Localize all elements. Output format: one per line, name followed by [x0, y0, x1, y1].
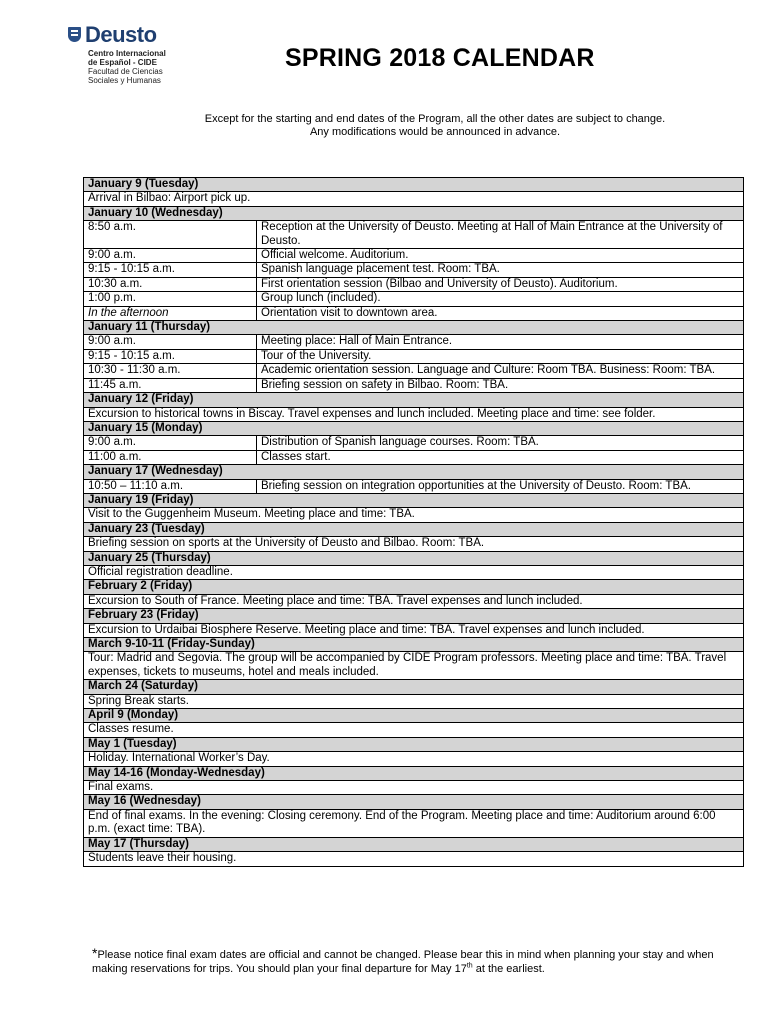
footnote-superscript: th: [466, 962, 473, 970]
date-header: April 9 (Monday): [84, 709, 744, 723]
event-row: [84, 809, 744, 837]
date-header: January 15 (Monday): [84, 421, 744, 435]
event-description: Official welcome. Auditorium.: [257, 249, 744, 263]
event-description: Briefing session on integration opportunities at the University of Deusto. Room: TBA.: [257, 479, 744, 493]
disclaimer-line-1: Except for the starting and end dates of the Program, all the other dates are subject to change.: [204, 113, 666, 125]
event-description: Tour of the University.: [257, 349, 744, 363]
event-description: Excursion to Urdaibai Biosphere Reserve. Meeting place and time: TBA. Travel expenses and lunch included.: [84, 623, 744, 637]
footnote-tail: at the earliest.: [472, 963, 545, 975]
event-description: Spring Break starts.: [84, 694, 744, 708]
date-header: May 1 (Tuesday): [84, 737, 744, 751]
event-row: [84, 192, 744, 206]
date-header-row: [84, 465, 744, 479]
date-header-row: [84, 737, 744, 751]
date-header: January 23 (Tuesday): [84, 522, 744, 536]
event-description: Orientation visit to downtown area.: [257, 306, 744, 320]
date-header-row: [84, 680, 744, 694]
date-header-row: [84, 421, 744, 435]
logo-name: Deusto: [85, 22, 157, 47]
event-time: 1:00 p.m.: [84, 292, 257, 306]
event-row: [84, 479, 744, 493]
event-row: [84, 694, 744, 708]
event-row: [84, 565, 744, 579]
date-header-row: [84, 206, 744, 220]
date-header-row: [84, 321, 744, 335]
event-description: Academic orientation session. Language and Culture: Room TBA. Business: Room: TBA.: [257, 364, 744, 378]
event-description: End of final exams. In the evening: Closing ceremony. End of the Program. Meeting place and time: Auditorium around 6:00 p.m. (exact time: TBA).: [84, 809, 744, 837]
event-row: [84, 781, 744, 795]
event-row: [84, 652, 744, 680]
event-time: 10:30 a.m.: [84, 277, 257, 291]
date-header-row: [84, 766, 744, 780]
date-header: January 19 (Friday): [84, 493, 744, 507]
logo-line-4: Sociales y Humanas: [88, 76, 161, 85]
event-time: 9:00 a.m.: [84, 335, 257, 349]
event-description: Classes start.: [257, 450, 744, 464]
event-row: [84, 221, 744, 249]
date-header: March 9-10-11 (Friday-Sunday): [84, 638, 744, 652]
date-header-row: [84, 709, 744, 723]
event-description: Final exams.: [84, 781, 744, 795]
event-description: Students leave their housing.: [84, 852, 744, 866]
event-description: Visit to the Guggenheim Museum. Meeting place and time: TBA.: [84, 508, 744, 522]
date-header-row: [84, 609, 744, 623]
event-time: 9:00 a.m.: [84, 436, 257, 450]
event-time: 9:15 - 10:15 a.m.: [84, 263, 257, 277]
date-header-row: [84, 795, 744, 809]
event-row: [84, 407, 744, 421]
event-row: [84, 249, 744, 263]
date-header-row: [84, 178, 744, 192]
event-row: [84, 594, 744, 608]
date-header-row: [84, 551, 744, 565]
logo-line-1: Centro Internacional: [88, 49, 166, 58]
event-time: 9:15 - 10:15 a.m.: [84, 349, 257, 363]
logo-line-2: de Español - CIDE: [88, 58, 157, 67]
page-title: SPRING 2018 CALENDAR: [285, 44, 595, 72]
disclaimer-line-2: Any modifications would be announced in advance.: [309, 126, 561, 138]
event-row: [84, 306, 744, 320]
event-description: Arrival in Bilbao: Airport pick up.: [84, 192, 744, 206]
event-description: Group lunch (included).: [257, 292, 744, 306]
footnote-asterisk: *: [92, 945, 98, 961]
date-header: May 17 (Thursday): [84, 837, 744, 851]
date-header: February 2 (Friday): [84, 580, 744, 594]
event-description: Tour: Madrid and Segovia. The group will be accompanied by CIDE Program professors. Meeting place and time: TBA. Travel expenses, tickets to museums, hotel and meals included.: [84, 652, 744, 680]
footnote: [92, 946, 752, 976]
date-header: May 14-16 (Monday-Wednesday): [84, 766, 744, 780]
event-time: 9:00 a.m.: [84, 249, 257, 263]
date-header: January 9 (Tuesday): [84, 178, 744, 192]
date-header-row: [84, 493, 744, 507]
event-row: [84, 263, 744, 277]
disclaimer: [150, 113, 720, 139]
date-header: January 17 (Wednesday): [84, 465, 744, 479]
deusto-logo: [66, 24, 186, 94]
footnote-text: Please notice final exam dates are official and cannot be changed. Please bear this in mind when planning your stay and when making reservations for trips. You should plan your final departure for May 17: [92, 949, 714, 975]
event-time: 10:30 - 11:30 a.m.: [84, 364, 257, 378]
event-description: Reception at the University of Deusto. Meeting at Hall of Main Entrance at the University of Deusto.: [257, 221, 744, 249]
logo-line-3: Facultad de Ciencias: [88, 67, 163, 76]
event-description: Official registration deadline.: [84, 565, 744, 579]
date-header-row: [84, 522, 744, 536]
event-time: 10:50 – 11:10 a.m.: [84, 479, 257, 493]
event-description: Meeting place: Hall of Main Entrance.: [257, 335, 744, 349]
event-row: [84, 349, 744, 363]
event-description: Spanish language placement test. Room: TBA.: [257, 263, 744, 277]
event-description: First orientation session (Bilbao and University of Deusto). Auditorium.: [257, 277, 744, 291]
date-header: March 24 (Saturday): [84, 680, 744, 694]
date-header-row: [84, 837, 744, 851]
date-header: February 23 (Friday): [84, 609, 744, 623]
date-header: May 16 (Wednesday): [84, 795, 744, 809]
event-description: Briefing session on sports at the University of Deusto and Bilbao. Room: TBA.: [84, 537, 744, 551]
event-row: [84, 450, 744, 464]
event-time: 11:45 a.m.: [84, 378, 257, 392]
calendar-table: [83, 177, 744, 867]
event-row: [84, 436, 744, 450]
event-row: [84, 723, 744, 737]
event-time: In the afternoon: [84, 306, 257, 320]
date-header-row: [84, 638, 744, 652]
event-description: Briefing session on safety in Bilbao. Room: TBA.: [257, 378, 744, 392]
event-description: Distribution of Spanish language courses. Room: TBA.: [257, 436, 744, 450]
date-header: January 11 (Thursday): [84, 321, 744, 335]
event-row: [84, 378, 744, 392]
event-row: [84, 277, 744, 291]
event-row: [84, 623, 744, 637]
event-description: Excursion to historical towns in Biscay. Travel expenses and lunch included. Meeting place and time: see folder.: [84, 407, 744, 421]
event-row: [84, 508, 744, 522]
event-row: [84, 335, 744, 349]
event-time: 8:50 a.m.: [84, 221, 257, 249]
event-row: [84, 852, 744, 866]
event-description: Classes resume.: [84, 723, 744, 737]
date-header: January 25 (Thursday): [84, 551, 744, 565]
deusto-shield-icon: [68, 27, 81, 42]
date-header-row: [84, 393, 744, 407]
event-row: [84, 752, 744, 766]
event-row: [84, 292, 744, 306]
date-header: January 10 (Wednesday): [84, 206, 744, 220]
event-description: Excursion to South of France. Meeting place and time: TBA. Travel expenses and lunch included.: [84, 594, 744, 608]
date-header-row: [84, 580, 744, 594]
event-time: 11:00 a.m.: [84, 450, 257, 464]
date-header: January 12 (Friday): [84, 393, 744, 407]
event-row: [84, 364, 744, 378]
event-description: Holiday. International Worker’s Day.: [84, 752, 744, 766]
event-row: [84, 537, 744, 551]
